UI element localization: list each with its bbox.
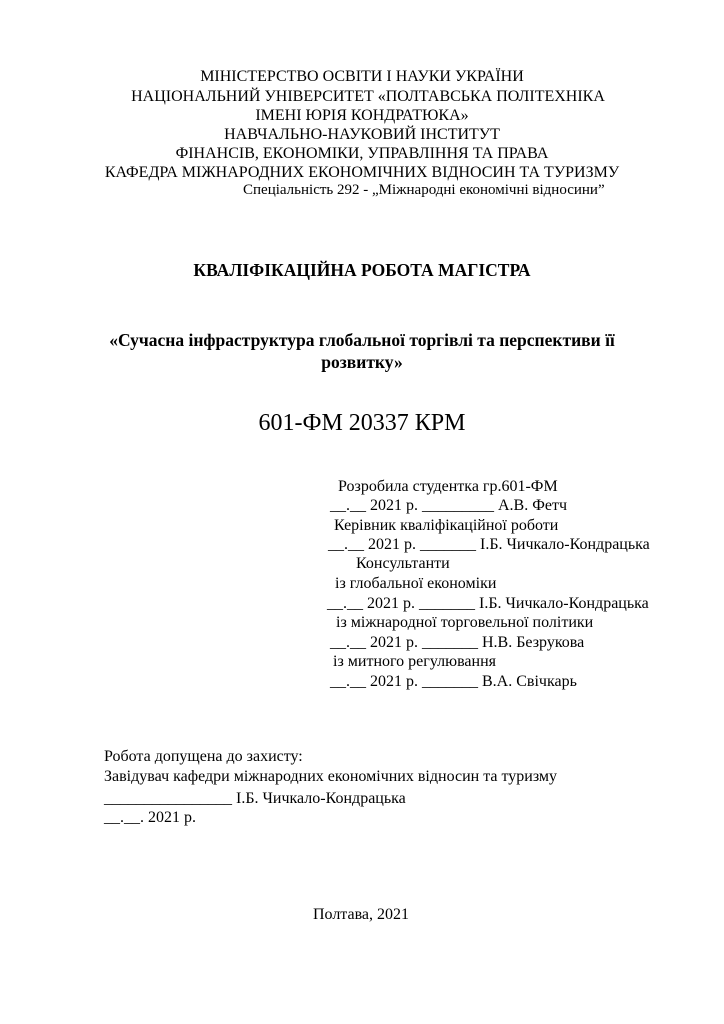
signature-line: Керівник кваліфікаційної роботи — [334, 517, 559, 534]
work-type: КВАЛІФІКАЦІЙНА РОБОТА МАГІСТРА — [193, 260, 531, 280]
thesis-title: «Сучасна інфраструктура глобальної торгівлі та перспективи її — [109, 330, 615, 350]
header-line: НАЦІОНАЛЬНИЙ УНІВЕРСИТЕТ «ПОЛТАВСЬКА ПОЛІТЕХНІКА — [131, 88, 605, 105]
signature-line: із міжнародної торговельної політики — [336, 614, 594, 631]
admission-line: ________________ І.Б. Чичкало-Кондрацька — [104, 790, 406, 807]
signature-line: __.__ 2021 р. _______ І.Б. Чичкало-Кондрацька — [327, 595, 649, 612]
signature-line: __.__ 2021 р. _________ А.В. Фетч — [330, 497, 568, 514]
thesis-title: розвитку» — [321, 352, 403, 372]
signature-line: із глобальної економіки — [335, 575, 497, 592]
admission-line: Завідувач кафедри міжнародних економічних відносин та туризму — [104, 768, 558, 785]
signature-line: __.__ 2021 р. _______ Н.В. Безрукова — [330, 634, 585, 651]
header-line: КАФЕДРА МІЖНАРОДНИХ ЕКОНОМІЧНИХ ВІДНОСИН ТА ТУРИЗМУ — [104, 164, 620, 181]
signature-line: Консультанти — [356, 555, 450, 572]
header-line: НАВЧАЛЬНО-НАУКОВИЙ ІНСТИТУТ — [224, 126, 500, 143]
header-line: ІМЕНІ ЮРІЯ КОНДРАТЮКА» — [255, 107, 469, 124]
signature-line: із митного регулювання — [333, 653, 496, 670]
signature-line: __.__ 2021 р. _______ В.А. Свічкарь — [330, 673, 577, 690]
header-line: МІНІСТЕРСТВО ОСВІТИ І НАУКИ УКРАЇНИ — [200, 68, 524, 85]
header-line: ФІНАНСІВ, ЕКОНОМІКИ, УПРАВЛІННЯ ТА ПРАВА — [175, 145, 549, 162]
admission-line: __.__. 2021 р. — [104, 809, 196, 826]
document-code: 601-ФМ 20337 КРМ — [258, 410, 466, 436]
signature-line: Розробила студентка гр.601-ФМ — [338, 478, 558, 495]
admission-line: Робота допущена до захисту: — [104, 748, 303, 765]
footer-city-year: Полтава, 2021 — [312, 906, 410, 923]
specialty: Спеціальність 292 - „Міжнародні економічні відносини” — [243, 182, 605, 198]
signature-line: __.__ 2021 р. _______ І.Б. Чичкало-Кондрацька — [328, 536, 650, 553]
